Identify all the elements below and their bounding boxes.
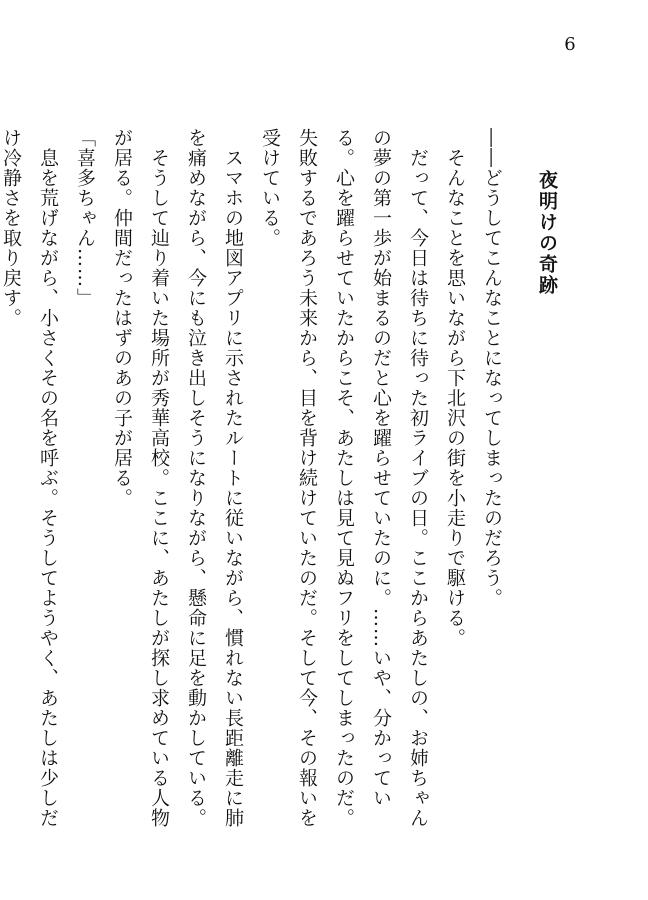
paragraph: だって、今日は待ちに待った初ライブの日。ここからあたしの、お姉ちゃんの夢の第一歩が始まるのだと心を躍らせていたのに。……いや、分かっている。心を躍らせていたからこそ、あたしは見て見ぬフリをしてしまったのだ。失敗するであろう未来から、目を背け続けていたのだ。そして今、その報いを受けている。 [259,128,429,828]
page-number: 6 [564,34,576,55]
paragraph: ――どうしてこんなことになってしまったのだろう。 [481,128,503,608]
paragraph: 「喜多ちゃん……」 [74,128,96,308]
paragraph: そうして辿り着いた場所が秀華高校。ここに、あたしが探し求めている人物が居る。仲間だったはずのあの子が居る。 [111,128,170,828]
paragraph: そんなことを思いながら下北沢の街を小走りで駆ける。 [444,128,466,648]
paragraph: スマホの地図アプリに示されたルートに従いながら、慣れない長距離走に肺を痛めながら、今にも泣き出しそうになりながら、懸命に足を動かしている。 [185,128,244,828]
paragraph: 息を荒げながら、小さくその名を呼ぶ。そうしてようやく、あたしは少しだけ冷静さを取り戻す。 [0,128,59,828]
body-text [0,128,510,828]
chapter-title: 夜明けの奇跡 [536,170,558,296]
